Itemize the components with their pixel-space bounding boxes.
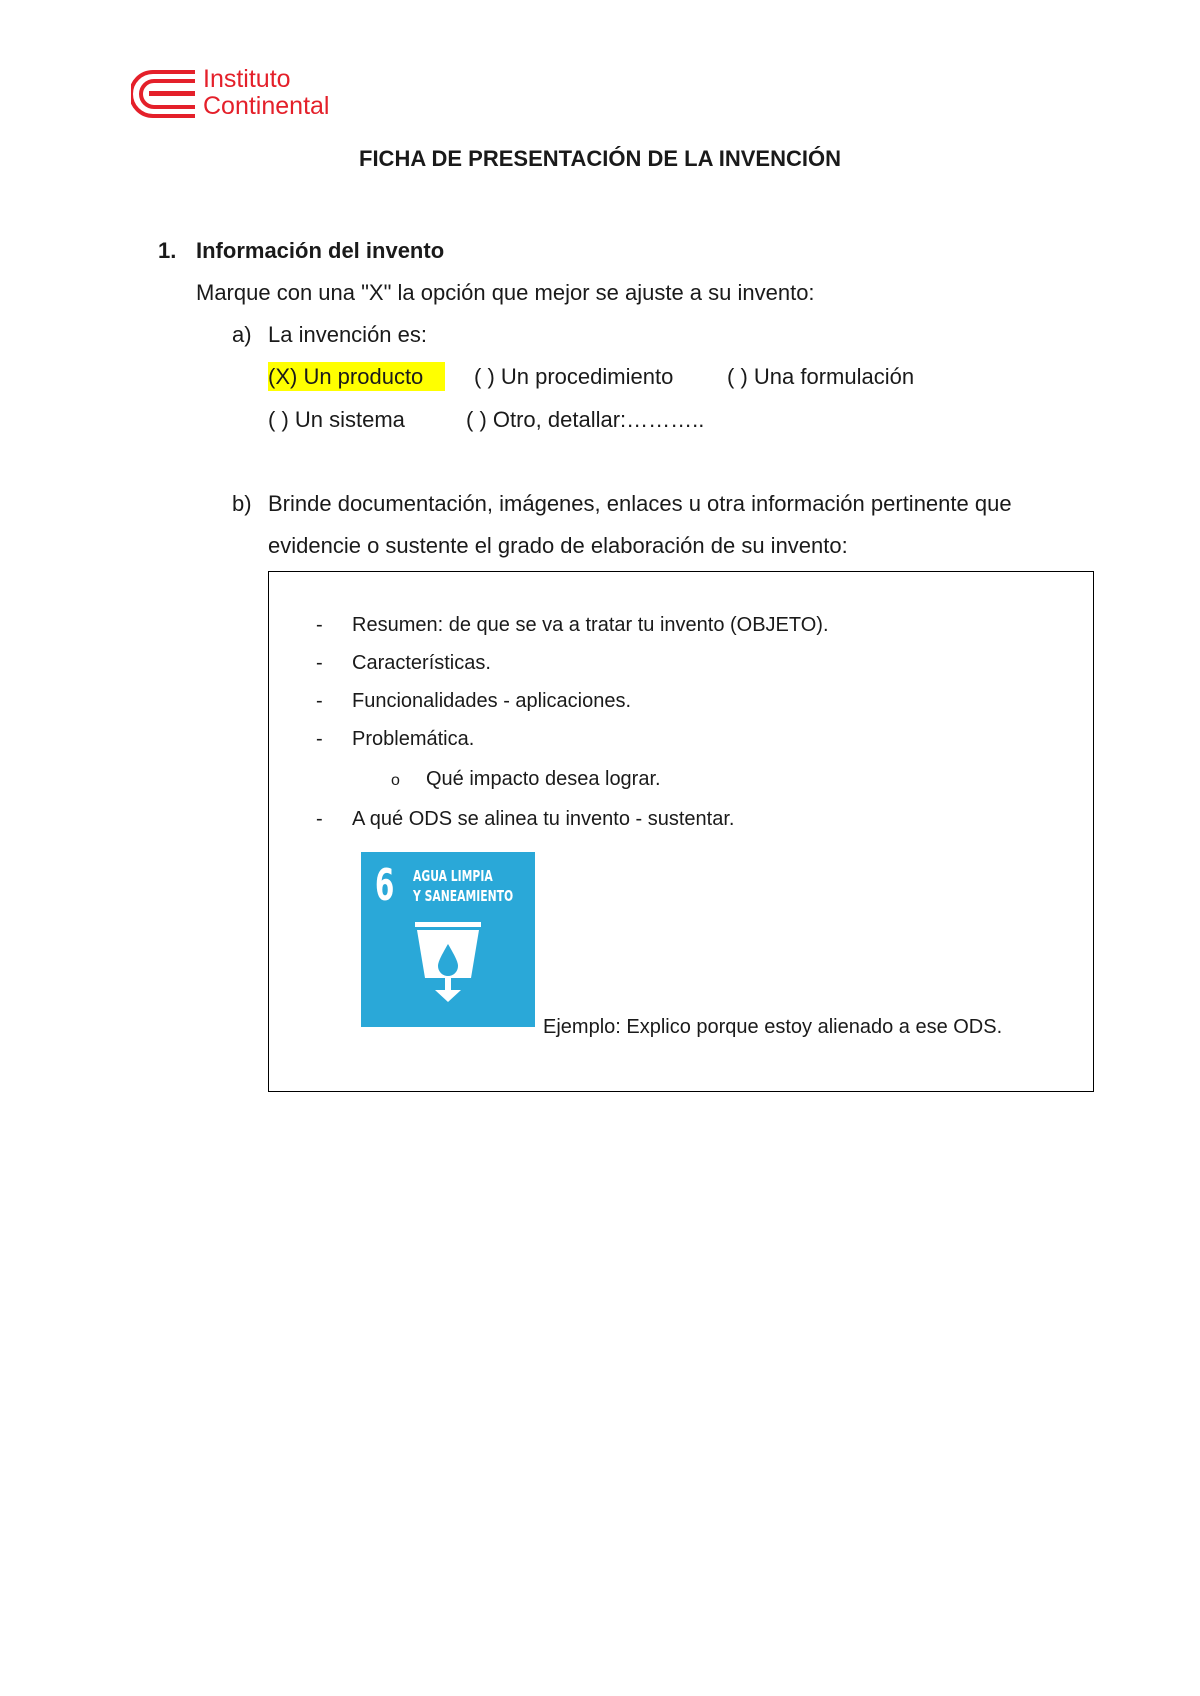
option-producto-label: (X) Un producto <box>268 362 445 391</box>
bullet-text: Problemática. <box>352 728 475 750</box>
option-otro[interactable]: ( ) Otro, detallar:……….. <box>466 407 705 432</box>
item-b-label: b) <box>232 491 252 516</box>
section-heading <box>158 238 444 264</box>
option-producto[interactable] <box>268 364 445 390</box>
logo-line-1: Instituto <box>203 65 291 93</box>
water-glass-icon <box>361 852 535 1027</box>
sdg-label-line-1: AGUA LIMPIA <box>413 867 493 885</box>
sub-bullet-marker: o <box>391 772 400 789</box>
item-a-label: a) <box>232 322 252 347</box>
bullet-dash: - <box>316 614 323 636</box>
option-formulacion[interactable]: ( ) Una formulación <box>727 364 915 389</box>
bullet-item <box>316 728 474 751</box>
institute-logo <box>131 66 361 122</box>
bullet-item <box>316 808 734 831</box>
section-heading-text: Información del invento <box>196 238 445 263</box>
sdg-6-tile <box>361 852 535 1027</box>
sub-bullet-text: Qué impacto desea lograr. <box>426 768 661 790</box>
bullet-item <box>316 690 631 713</box>
sdg-number: 6 <box>375 860 395 911</box>
bullet-item <box>316 652 491 675</box>
bullet-text: Resumen: de que se va a tratar tu invento (OBJETO). <box>352 614 829 636</box>
bullet-text: Características. <box>352 652 491 674</box>
logo-line-2: Continental <box>203 92 330 120</box>
item-b-text-line-2: evidencie o sustente el grado de elaboración de su invento: <box>268 533 848 558</box>
option-sistema[interactable]: ( ) Un sistema <box>268 407 405 432</box>
section-number: 1. <box>158 238 177 263</box>
bullet-item <box>316 614 829 637</box>
instruction-text: Marque con una "X" la opción que mejor se ajuste a su invento: <box>196 280 815 305</box>
bullet-dash: - <box>316 652 323 674</box>
sdg-label-line-2: Y SANEAMIENTO <box>413 887 514 905</box>
document-title: FICHA DE PRESENTACIÓN DE LA INVENCIÓN <box>359 146 841 171</box>
example-text: Ejemplo: Explico porque estoy alienado a ese ODS. <box>543 1016 1003 1038</box>
institute-logo-text <box>203 66 329 120</box>
bullet-dash: - <box>316 690 323 712</box>
bullet-dash: - <box>316 728 323 750</box>
item-a-text: La invención es: <box>268 322 427 347</box>
sub-bullet-item <box>391 768 661 791</box>
institute-logo-icon <box>131 70 197 118</box>
bullet-dash: - <box>316 808 323 830</box>
option-procedimiento[interactable]: ( ) Un procedimiento <box>474 364 674 389</box>
item-b-text-line-1: Brinde documentación, imágenes, enlaces u otra información pertinente que <box>268 491 1012 516</box>
bullet-text: A qué ODS se alinea tu invento - sustentar. <box>352 808 735 830</box>
bullet-text: Funcionalidades - aplicaciones. <box>352 690 632 712</box>
